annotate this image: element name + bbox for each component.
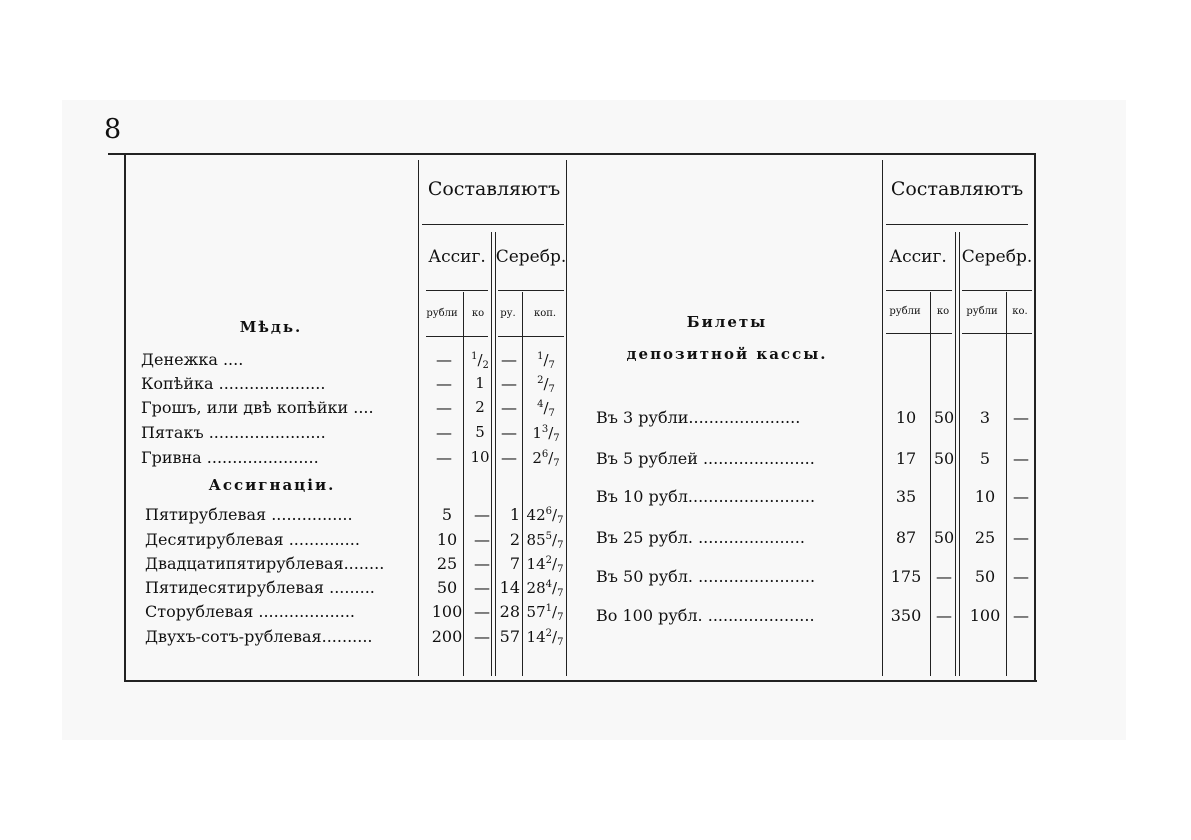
copper-row-assig-kop: 5 [475,423,485,441]
bill-row-serebr-rub: 25 [974,528,996,547]
section-copper: Мѣдь. [239,318,303,336]
copper-row-serebr-kop: $2^6/_7$ [532,449,560,469]
assig-row-serebr-kop: $57^1/_7$ [526,603,564,623]
bill-row-assig-kop: 50 [933,408,955,427]
copper-row-serebr-rub: — [501,423,517,442]
bill-row-serebr-rub: 100 [969,606,1001,625]
bill-row-assig-rub: 350 [890,606,922,625]
copper-row-assig-kop: 2 [475,398,485,416]
copper-row-assig-rub: — [436,448,452,467]
bill-row-assig-rub: 10 [895,408,917,427]
bill-row-name: Въ 50 рубл. ....................... [596,567,816,586]
bill-row-assig-kop: 50 [933,528,955,547]
right-unit-rub-assig: рубли [889,306,921,317]
bill-row-serebr-rub: 50 [974,567,996,586]
table-left-rule [124,153,126,682]
copper-row-assig-kop: 10 [470,448,490,466]
copper-row-name: Копѣйка ..................... [141,374,326,393]
assig-row-serebr-rub: 57 [499,627,520,646]
copper-row-serebr-kop: $^1/_7$ [537,351,555,371]
bill-row-name: Въ 10 рубл......................... [596,487,816,506]
bill-row-serebr-kop: — [1013,567,1029,586]
assig-row-serebr-rub: 7 [509,554,520,573]
bill-row-name: Въ 5 рублей ...................... [596,449,815,468]
copper-row-serebr-rub: — [501,448,517,467]
section-bills-title: Билеты [686,313,768,331]
left-header: Составляютъ [427,178,561,200]
bill-row-assig-rub: 175 [890,567,922,586]
table-bottom-rule [124,680,1037,682]
left-unit-kop-serebr: коп. [533,308,557,319]
assig-row-assig-rub: 100 [431,602,463,621]
assig-row-serebr-rub: 2 [509,530,520,549]
bill-row-assig-rub: 17 [895,449,917,468]
copper-row-assig-kop: 1 [475,374,485,392]
copper-row-assig-rub: — [436,423,452,442]
assig-row-assig-kop: — [474,554,490,573]
right-unit-rub-serebr: рубли [966,306,998,317]
copper-row-assig-rub: — [436,374,452,393]
assig-row-name: Двадцатипятирублевая........ [145,554,385,573]
left-unit-rub-assig: рубли [426,308,458,319]
assig-row-assig-rub: 5 [441,505,453,524]
bill-row-assig-kop: — [936,567,952,586]
left-sub-assig: Ассиг. [428,247,486,267]
bill-row-assig-rub: 87 [895,528,917,547]
assig-row-serebr-kop: $14^2/_7$ [526,628,564,648]
bill-row-name: Во 100 рубл. ..................... [596,606,815,625]
bill-row-assig-kop: — [936,606,952,625]
assig-row-serebr-kop: $28^4/_7$ [526,579,564,599]
table-right-rule [1034,153,1036,682]
assig-row-assig-kop: — [474,505,490,524]
assig-row-name: Сторублевая ................... [145,602,356,621]
assig-row-serebr-kop: $42^6/_7$ [526,506,564,526]
bill-row-serebr-kop: — [1013,408,1029,427]
right-unit-kop-assig: ко [936,306,950,317]
assig-row-assig-rub: 10 [436,530,458,549]
copper-row-assig-rub: — [436,398,452,417]
table-top-rule [108,153,1035,155]
right-unit-kop-serebr: ко. [1012,306,1028,317]
assig-row-name: Двухъ-сотъ-рублевая.......... [145,627,373,646]
copper-row-serebr-rub: — [501,398,517,417]
assig-row-serebr-rub: 1 [509,505,520,524]
assig-row-assig-kop: — [474,578,490,597]
assig-row-assig-kop: — [474,627,490,646]
copper-row-serebr-rub: — [501,374,517,393]
copper-row-serebr-kop: $^2/_7$ [537,375,555,395]
bill-row-serebr-rub: 5 [979,449,991,468]
bill-row-serebr-rub: 3 [979,408,991,427]
copper-row-serebr-rub: — [501,350,517,369]
assig-row-assig-kop: — [474,602,490,621]
assig-row-name: Пятирублевая ................ [145,505,353,524]
right-sub-assig: Ассиг. [889,247,947,267]
copper-row-assig-kop: $^1/_2$ [471,351,489,371]
bill-row-assig-kop: 50 [933,449,955,468]
copper-row-name: Гривна ...................... [141,448,319,467]
section-bills-subtitle: депозитной кассы. [626,345,828,363]
bill-row-serebr-rub: 10 [974,487,996,506]
copper-row-assig-rub: — [436,350,452,369]
assig-row-assig-kop: — [474,530,490,549]
left-unit-rub-serebr: ру. [500,308,516,319]
section-assignations: Ассигнацiи. [208,476,336,494]
assig-row-assig-rub: 25 [436,554,458,573]
bill-row-assig-rub: 35 [895,487,917,506]
left-unit-kop-assig: ко [471,308,485,319]
left-sub-serebr: Серебр. [495,247,567,267]
assig-row-assig-rub: 50 [436,578,458,597]
copper-row-name: Пятакъ ....................... [141,423,326,442]
bill-row-serebr-kop: — [1013,487,1029,506]
copper-row-serebr-kop: $^4/_7$ [537,399,555,419]
right-sub-serebr: Серебр. [961,247,1033,267]
copper-row-name: Денежка .... [141,350,244,369]
assig-row-serebr-rub: 28 [499,602,520,621]
assig-row-serebr-kop: $85^5/_7$ [526,531,564,551]
bill-row-name: Въ 3 рубли...................... [596,408,801,427]
assig-row-name: Десятирублевая .............. [145,530,360,549]
right-header: Составляютъ [890,178,1024,200]
assig-row-serebr-kop: $14^2/_7$ [526,555,564,575]
assig-row-serebr-rub: 14 [499,578,520,597]
bill-row-serebr-kop: — [1013,449,1029,468]
bill-row-serebr-kop: — [1013,528,1029,547]
copper-row-serebr-kop: $1^3/_7$ [532,424,560,444]
assig-row-name: Пятидесятирублевая ......... [145,578,375,597]
assig-row-assig-rub: 200 [431,627,463,646]
bill-row-name: Въ 25 рубл. ..................... [596,528,805,547]
page-number: 8 [104,114,122,145]
bill-row-serebr-kop: — [1013,606,1029,625]
copper-row-name: Грошъ, или двѣ копѣйки .... [141,398,374,417]
